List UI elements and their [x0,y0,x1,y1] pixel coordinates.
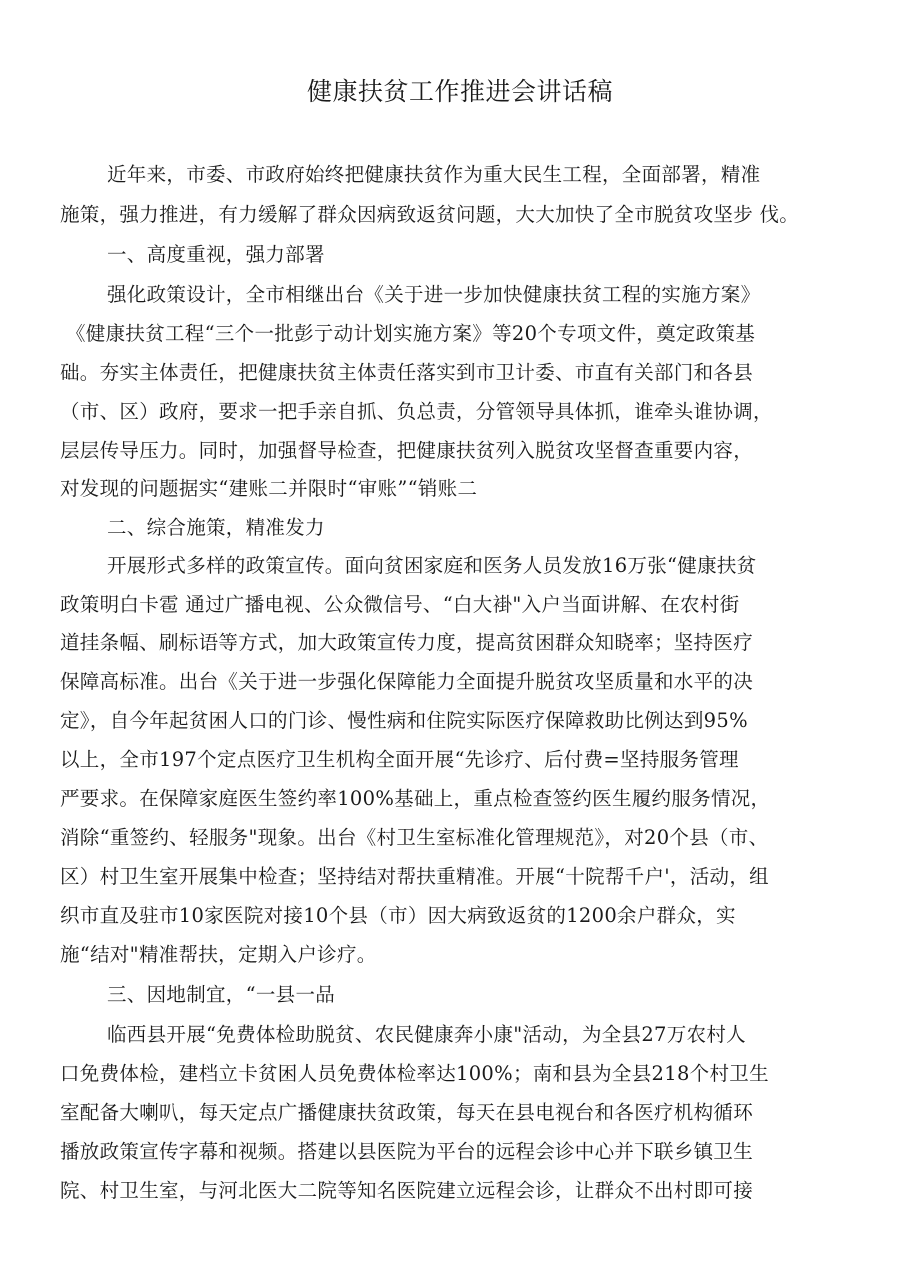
text-line: 严要求。在保障家庭医生签约率100%基础上，重点检查签约医生履约服务情况， [60,787,771,810]
text-line: 保障高标准。出台《关于进一步强化保障能力全面提升脱贫攻坚质量和水平的决 [60,670,754,693]
text-line: 区）村卫生室开展集中检查；坚持结对帮扶重精准。开展“十院帮千户'，活动，组 [60,865,769,888]
section-heading: 二、综合施策，精准发力 [107,516,325,539]
text-line: 院、村卫生室，与河北医大二院等知名医院建立远程会诊，让群众不出村即可接 [60,1179,754,1202]
text-line: 强化政策设计，全市相继出台《关于进一步加快健康扶贫工程的实施方案》 [107,283,761,306]
text-line: 开展形式多样的政策宣传。面向贫困家庭和医务人员发放16万张“健康扶贫 [107,554,757,577]
section-heading: 三、因地制宜，“一县一品 [107,983,336,1006]
text-line: 施策，强力推进，有力缓解了群众因病致返贫问题，大大加快了全市脱贫攻坚步 伐。 [60,203,800,226]
text-line: 《健康扶贫工程“三个一批彭亍动计划实施方案》等20个专项文件，奠定政策基 [66,322,756,345]
text-line: 础。夯实主体责任，把健康扶贫主体责任落实到市卫计委、市直有关部门和各县 [60,361,754,384]
text-line: 对发现的问题据实“建账二并限时“审账”“销账二 [60,477,478,500]
text-line: 口免费体检，建档立卡贫困人员免费体检率达100%；南和县为全县218个村卫生 [60,1062,769,1085]
text-line: 消除“重签约、轻服务"现象。出台《村卫生室标准化管理规范》，对20个县（市、 [60,826,769,849]
document-title: 健康扶贫工作推进会讲话稿 [306,77,613,106]
text-line: 以上，全市197个定点医疗卫生机构全面开展“先诊疗、后付费=坚持服务管理 [60,748,739,771]
text-line: 政策明白卡雹 通过广播电视、公众微信号、“白大褂"入户当面讲解、在农村街 [60,593,740,616]
text-line: 临西县开展“免费体检助脱贫、农民健康奔小康"活动，为全县27万农村人 [107,1023,746,1046]
text-line: 道挂条幅、刷标语等方式，加大政策宣传力度，提高贫困群众知晓率；坚持医疗 [60,631,754,654]
text-line: 层层传导压力。同时，加强督导检查，把健康扶贫列入脱贫攻坚督查重要内容， [60,439,754,462]
text-line: 室配备大喇叭，每天定点广播健康扶贫政策，每天在县电视台和各医疗机构循环 [60,1101,754,1124]
text-line: 播放政策宣传字幕和视频。搭建以县医院为平台的远程会诊中心并下联乡镇卫生 [60,1140,754,1163]
section-heading: 一、高度重视，强力部署 [107,243,325,266]
text-line: 定》，自今年起贫困人口的门诊、慢性病和住院实际医疗保障救助比例达到95% [60,709,748,732]
text-line: 近年来，市委、市政府始终把健康扶贫作为重大民生工程，全面部署，精准 [107,163,761,186]
text-line: 织市直及驻市10家医院对接10个县（市）因大病致返贫的1200余户群众，实 [60,904,736,927]
text-line: 施“结对"精准帮扶，定期入户诊疗。 [60,943,377,966]
text-line: （市、区）政府，要求一把手亲自抓、负总责，分管领导具体抓，谁牵头谁协调， [60,400,773,423]
